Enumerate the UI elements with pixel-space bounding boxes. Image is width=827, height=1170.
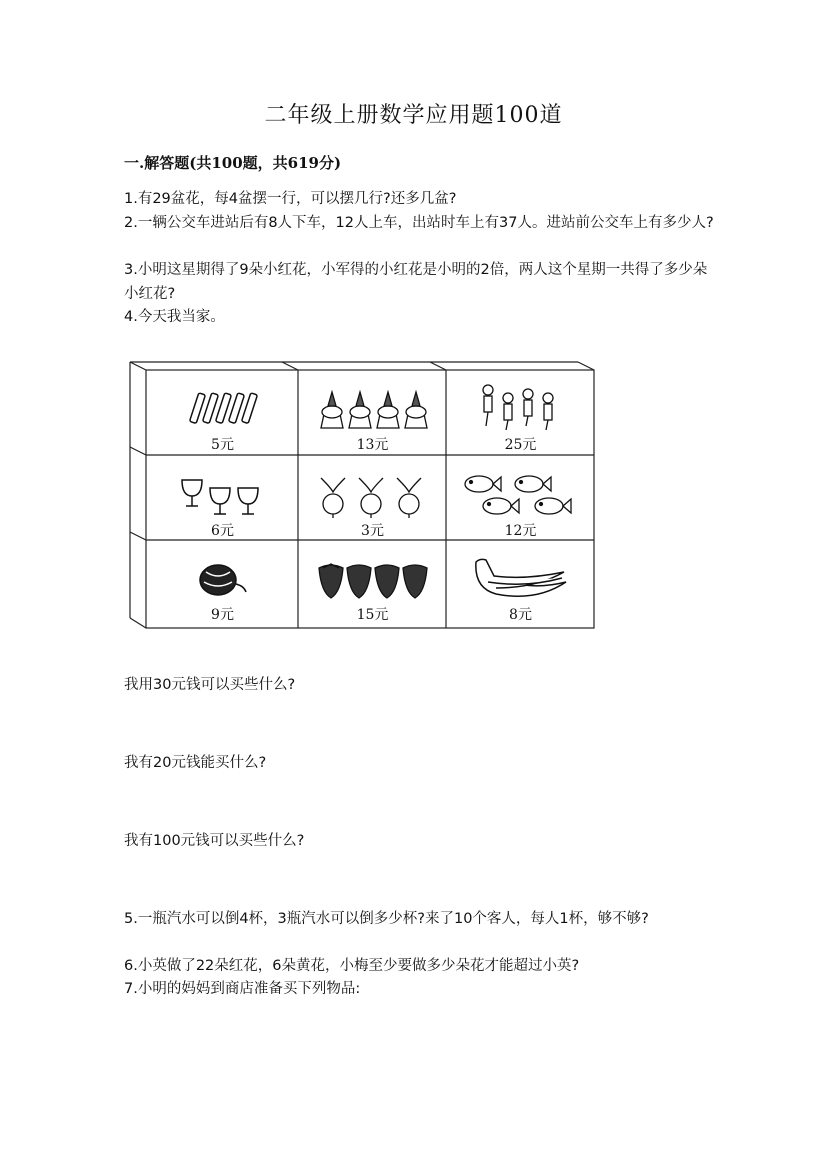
price-label: 5元: [211, 437, 234, 453]
watermelon-icon: [188, 560, 258, 602]
radish-icon: [313, 474, 433, 518]
question-1: 1.有29盆花，每4盆摆一行，可以摆几行?还多几盆?: [124, 191, 457, 207]
question-4: 4.今天我当家。: [124, 309, 225, 325]
shop-cell-watermelon: [150, 542, 295, 624]
shop-price-grid: [128, 360, 596, 630]
section-heading: 一.解答题(共100题，共619分): [124, 154, 342, 172]
robots-icon: [476, 382, 566, 432]
price-label: 25元: [504, 437, 537, 453]
shop-cell-strawberries: [300, 542, 445, 624]
price-label: 9元: [211, 607, 234, 623]
shop-cell-glasses: [150, 458, 295, 540]
question-2: 2.一辆公交车进站后有8人下车，12人上车，出站时车上有37人。进站前公交车上有多少人?: [124, 215, 714, 231]
question-6: 6.小英做了22朵红花，6朵黄花，小梅至少要做多少朵花才能超过小英?: [124, 958, 580, 974]
question-3: 3.小明这星期得了9朵小红花，小军得的小红花是小明的2倍，两人这个星期一共得了多少朵小红花?: [124, 262, 708, 302]
pens-icon: [188, 390, 258, 432]
fish-icon: [461, 472, 581, 518]
sub-question-100: 我有100元钱可以买些什么?: [124, 833, 305, 849]
strawberries-icon: [313, 562, 433, 602]
sub-question-20: 我有20元钱能买什么?: [124, 755, 267, 771]
price-label: 8元: [509, 607, 532, 623]
bananas-icon: [466, 552, 576, 602]
price-label: 3元: [361, 523, 384, 539]
page-title: 二年级上册数学应用题100道: [264, 103, 563, 128]
shop-cell-bananas: [448, 542, 593, 624]
price-label: 12元: [504, 523, 537, 539]
question-5: 5.一瓶汽水可以倒4杯，3瓶汽水可以倒多少杯?来了10个客人，每人1杯，够不够?: [124, 911, 649, 927]
cakes-icon: [313, 388, 433, 432]
shop-cell-radish: [300, 458, 445, 540]
glasses-icon: [178, 476, 268, 518]
price-label: 15元: [356, 607, 389, 623]
price-label: 13元: [356, 437, 389, 453]
shop-cell-pens: [150, 372, 295, 454]
shop-cell-cakes: [300, 372, 445, 454]
price-label: 6元: [211, 523, 234, 539]
sub-question-30: 我用30元钱可以买些什么?: [124, 677, 296, 693]
question-7: 7.小明的妈妈到商店准备买下列物品:: [124, 981, 361, 997]
shop-cell-robots: [448, 372, 593, 454]
shop-cell-fish: [448, 458, 593, 540]
